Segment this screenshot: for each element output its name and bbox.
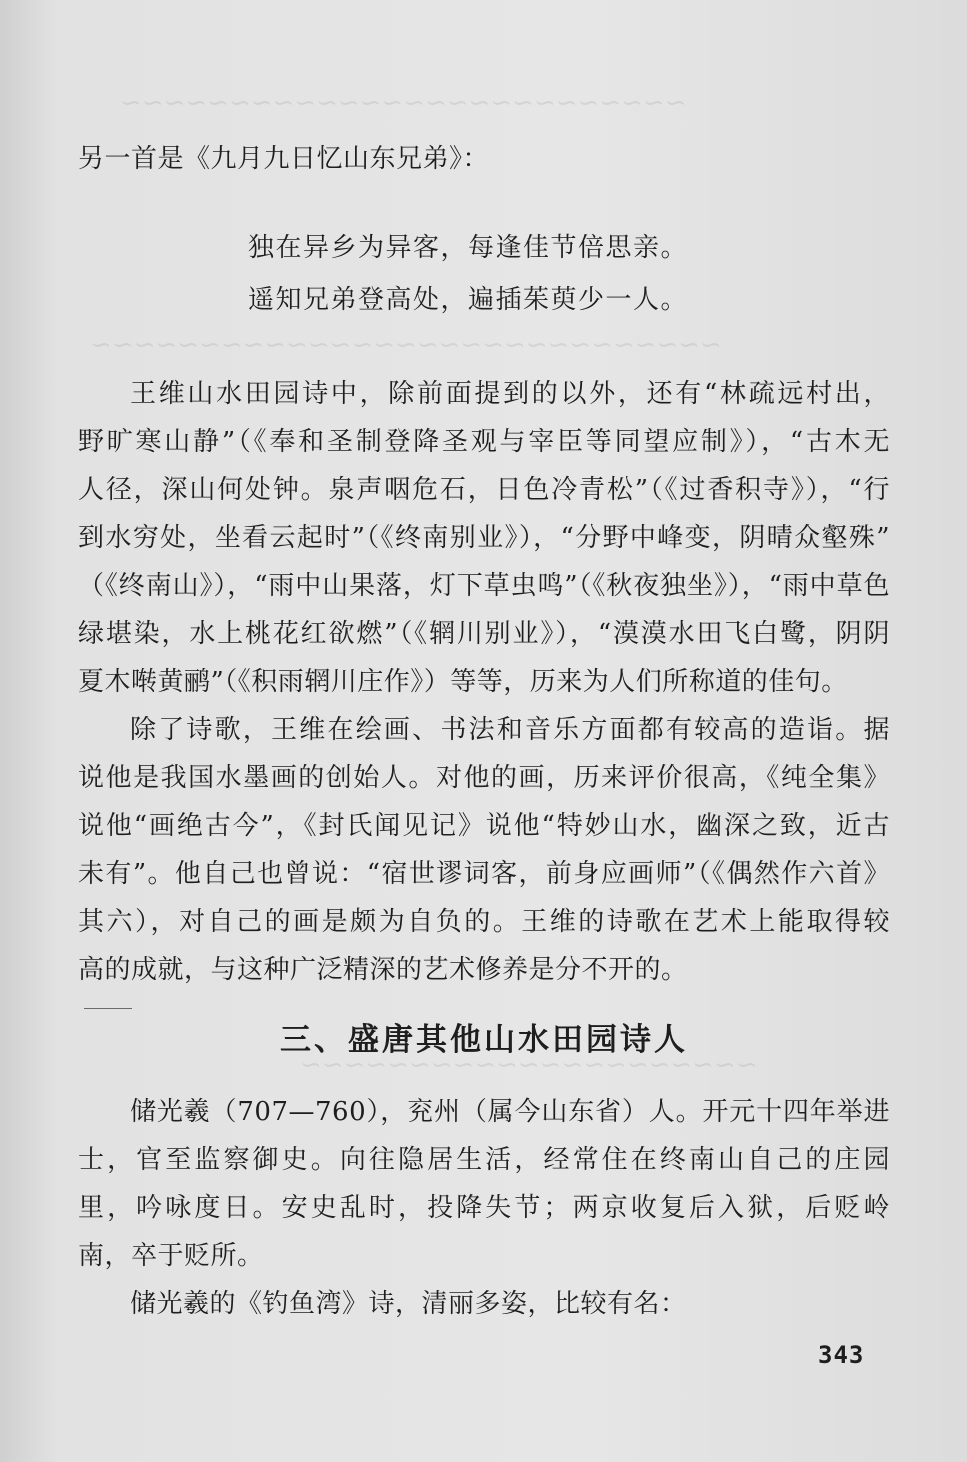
page-number: 343 bbox=[818, 1341, 865, 1369]
paragraph-line: 王维山水田园诗中，除前面提到的以外，还有“林疏远村出， bbox=[130, 379, 890, 409]
paragraph-line: 士，官至监察御史。向往隐居生活，经常住在终南山自己的庄园 bbox=[78, 1145, 890, 1175]
paragraph-line: 绿堪染，水上桃花红欲燃”（《辋川别业》），“漠漠水田飞白鹭，阴阴 bbox=[78, 619, 890, 649]
paragraph-line: 南，卒于贬所。 bbox=[78, 1241, 264, 1271]
paragraph-line: 储光羲（707—760），兖州（属今山东省）人。开元十四年举进 bbox=[130, 1097, 890, 1127]
divider bbox=[84, 1008, 132, 1009]
intro-line: 另一首是《九月九日忆山东兄弟》： bbox=[78, 144, 490, 174]
bleed-through-text: ~~~~~~~~~~~~~~~~~~~~~~~~~~ bbox=[120, 88, 687, 118]
paragraph-fishing-bay bbox=[78, 1280, 890, 1328]
paragraph-painting bbox=[78, 706, 890, 994]
bleed-through-text: ~~~~~~~~~~~~~~~~~~~~~~~~~~~~~ bbox=[90, 330, 722, 360]
paragraph-line: 野旷寒山静”（《奉和圣制登降圣观与宰臣等同望应制》），“古木无 bbox=[78, 427, 890, 457]
paragraph-chu-guangxi-bio bbox=[78, 1088, 890, 1280]
paragraph-line: 说他是我国水墨画的创始人。对他的画，历来评价很高，《纯全集》 bbox=[78, 763, 890, 793]
section-heading: 三、盛唐其他山水田园诗人 bbox=[280, 1022, 688, 1058]
bleed-through-text: ~~~~~~~~~~~~~~~~~~~~~ bbox=[300, 1050, 758, 1080]
poem-line: 独在异乡为异客，每逢佳节倍思亲。 bbox=[248, 233, 689, 263]
paragraph-line: 未有”。他自己也曾说：“宿世谬词客，前身应画师”（《偶然作六首》 bbox=[78, 859, 890, 889]
paragraph-line: 里，吟咏度日。安史乱时，投降失节；两京收复后入狱，后贬岭 bbox=[78, 1193, 890, 1223]
paragraph-famous-lines bbox=[78, 370, 890, 706]
intro-paragraph bbox=[78, 135, 890, 183]
poem-block bbox=[248, 222, 688, 326]
paragraph-line: 高的成就，与这种广泛精深的艺术修养是分不开的。 bbox=[78, 955, 688, 985]
paragraph-line: （《终南山》），“雨中山果落，灯下草虫鸣”（《秋夜独坐》），“雨中草色 bbox=[78, 571, 890, 601]
poem-line: 遥知兄弟登高处，遍插茱萸少一人。 bbox=[248, 285, 689, 315]
paragraph-line: 除了诗歌，王维在绘画、书法和音乐方面都有较高的造诣。据 bbox=[130, 715, 890, 745]
paragraph-line: 人径，深山何处钟。泉声咽危石，日色冷青松”（《过香积寺》），“行 bbox=[78, 475, 890, 505]
paragraph-line: 到水穷处，坐看云起时”（《终南别业》），“分野中峰变，阴晴众壑殊” bbox=[78, 523, 890, 553]
paragraph-line: 其六），对自己的画是颇为自负的。王维的诗歌在艺术上能取得较 bbox=[78, 907, 890, 937]
paragraph-line: 夏木啭黄鹂”（《积雨辋川庄作》）等等，历来为人们所称道的佳句。 bbox=[78, 667, 848, 697]
paragraph-line: 储光羲的《钓鱼湾》诗，清丽多姿，比较有名： bbox=[130, 1289, 687, 1319]
paragraph-line: 说他“画绝古今”，《封氏闻见记》说他“特妙山水，幽深之致，近古 bbox=[78, 811, 890, 841]
